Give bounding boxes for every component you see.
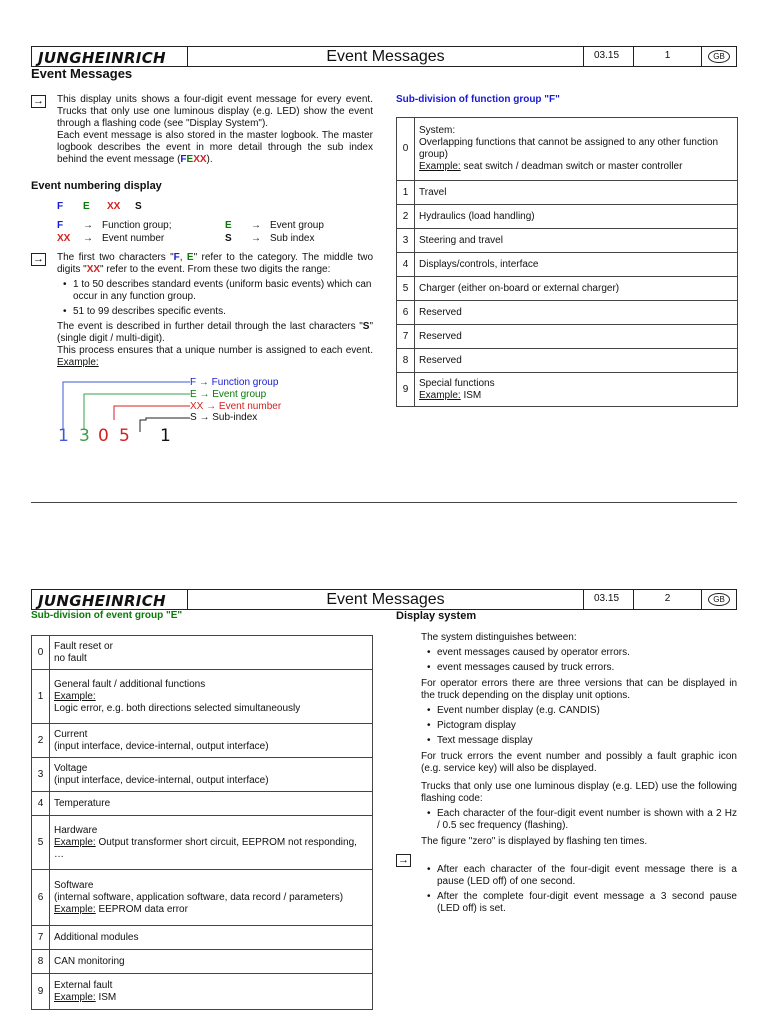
list-item: • event messages caused by operator errors. <box>421 647 737 659</box>
arrow-right-icon: → <box>33 95 44 107</box>
table-row <box>32 870 373 926</box>
header-date: 03.15 <box>584 47 634 66</box>
arrow-right-icon: → <box>398 854 409 866</box>
list-item: • After the complete four-digit event message a 3 second pause (LED off) is set. <box>421 891 737 915</box>
list-item: • After each character of the four-digit event message there is a pause (LED off) of one second. <box>421 864 737 888</box>
row-number: 7 <box>32 926 50 950</box>
row-number: 3 <box>32 758 50 792</box>
row-number: 8 <box>32 950 50 974</box>
row-number: 8 <box>397 349 415 373</box>
table-row <box>32 974 373 1010</box>
brand-logo: JUNGHEINRICH <box>32 590 188 609</box>
diagram-line-e <box>84 394 190 430</box>
row-number: 5 <box>397 277 415 301</box>
header-page-number: 2 <box>634 590 702 609</box>
header-date: 03.15 <box>584 590 634 609</box>
row-description: Hardware Example: Output transformer short circuit, EEPROM not responding, … <box>50 816 373 870</box>
row-description: System: Overlapping functions that cannot be assigned to any other function group) Example: seat switch / deadman switch or master controller <box>415 118 738 181</box>
category-text: The first two characters "F, E" refer to the category. The middle two digits "XX" refer to the event. From these two digits the range: • 1 to 50 describes standard events (uniform basic events) which can occur in any function group. • 51 to 99 describes specific events. The event is described in further detail through the last characters "S" (single digit / multi-digit). This process ensures that a unique number is assigned to each event. Example: <box>57 252 373 369</box>
row-description: Reserved <box>415 349 738 373</box>
row-number: 4 <box>32 792 50 816</box>
row-description: Steering and travel <box>415 229 738 253</box>
table-row <box>397 301 738 325</box>
row-number: 2 <box>397 205 415 229</box>
page-divider <box>31 502 737 503</box>
row-number: 0 <box>32 636 50 670</box>
table-row <box>397 325 738 349</box>
list-item: • Pictogram display <box>421 720 737 732</box>
table-row <box>32 670 373 724</box>
diagram-label-e: E → Event group <box>190 389 267 400</box>
row-description: Displays/controls, interface <box>415 253 738 277</box>
table-row <box>32 792 373 816</box>
list-item: • Text message display <box>421 735 737 747</box>
row-number: 2 <box>32 724 50 758</box>
header-title: Event Messages <box>188 47 584 66</box>
language-badge: GB <box>702 590 736 609</box>
arrow-right-icon: → <box>33 253 44 265</box>
row-description: Charger (either on-board or external charger) <box>415 277 738 301</box>
subdiv-f-table <box>396 117 738 407</box>
table-row <box>397 118 738 181</box>
table-row <box>397 229 738 253</box>
table-row <box>32 950 373 974</box>
row-description: Current (input interface, device-internal, output interface) <box>50 724 373 758</box>
row-description: Travel <box>415 181 738 205</box>
list-item: • 51 to 99 describes specific events. <box>57 306 373 318</box>
row-description: Hydraulics (load handling) <box>415 205 738 229</box>
diagram-label-f: F → Function group <box>190 377 279 388</box>
table-row <box>397 205 738 229</box>
list-item: • Each character of the four-digit event number is shown with a 2 Hz / 0.5 sec frequency (flashing). <box>421 808 737 832</box>
language-badge: GB <box>702 47 736 66</box>
subdiv-e-table <box>31 635 373 1010</box>
diagram-digit: 3 <box>79 426 90 446</box>
page-heading: Event Messages <box>31 66 133 81</box>
row-number: 1 <box>397 181 415 205</box>
table-row <box>397 253 738 277</box>
table-row <box>32 758 373 792</box>
page2-header <box>31 589 737 610</box>
row-description: Voltage (input interface, device-internal, output interface) <box>50 758 373 792</box>
code-legend: F → Function group; E → Event group XX → Event number S → Sub index <box>57 220 324 244</box>
row-description: External fault Example: ISM <box>50 974 373 1010</box>
row-number: 6 <box>397 301 415 325</box>
list-item: • 1 to 50 describes standard events (uniform basic events) which can occur in any function group. <box>57 279 373 303</box>
row-number: 6 <box>32 870 50 926</box>
row-description: Fault reset or no fault <box>50 636 373 670</box>
event-number-diagram <box>50 374 370 446</box>
header-page-number: 1 <box>634 47 702 66</box>
row-number: 4 <box>397 253 415 277</box>
brand-logo: JUNGHEINRICH <box>32 47 188 66</box>
row-description: Temperature <box>50 792 373 816</box>
row-description: Software (internal software, application software, data record / parameters) Example: EEPROM data error <box>50 870 373 926</box>
diagram-label-s: S → Sub-index <box>190 412 258 423</box>
table-row <box>397 277 738 301</box>
row-number: 9 <box>32 974 50 1010</box>
intro-text: This display units shows a four-digit event message for every event. Trucks that only use one luminous display (e.g. LED) show the event through a flashing code (see "Display System"). Each event message is also stored in the master logbook. The master logbook describes the event in more detail through the sub index behind the event message (FEXX). <box>57 94 373 165</box>
diagram-digit: 0 <box>98 426 109 446</box>
row-number: 9 <box>397 373 415 407</box>
diagram-digit: 1 <box>160 426 171 446</box>
row-number: 3 <box>397 229 415 253</box>
numbering-heading: Event numbering display <box>31 180 162 192</box>
table-row <box>397 349 738 373</box>
table-row <box>32 724 373 758</box>
table-row <box>32 816 373 870</box>
list-item: • event messages caused by truck errors. <box>421 662 737 674</box>
row-description: CAN monitoring <box>50 950 373 974</box>
row-number: 0 <box>397 118 415 181</box>
row-description: General fault / additional functions Example: Logic error, e.g. both directions selected simultaneously <box>50 670 373 724</box>
row-number: 5 <box>32 816 50 870</box>
list-item: • Event number display (e.g. CANDIS) <box>421 705 737 717</box>
row-number: 7 <box>397 325 415 349</box>
row-description: Additional modules <box>50 926 373 950</box>
subdiv-f-title: Sub-division of function group "F" <box>396 94 560 105</box>
row-description: Reserved <box>415 325 738 349</box>
diagram-digit: 1 <box>58 426 69 446</box>
display-system-heading: Display system <box>396 610 477 622</box>
table-row <box>32 636 373 670</box>
page1-header <box>31 46 737 67</box>
diagram-digit: 5 <box>119 426 130 446</box>
table-row <box>397 181 738 205</box>
table-row <box>32 926 373 950</box>
diagram-label-xx: XX → Event number <box>190 401 282 412</box>
row-number: 1 <box>32 670 50 724</box>
subdiv-e-title: Sub-division of event group "E" <box>31 610 183 621</box>
display-system-text: The system distinguishes between: • event messages caused by operator errors. • event messages caused by truck errors. For operator errors there are three versions that can be displayed in the truck depending on the display unit options. • Event number display (e.g. CANDIS) • Pictogram display • Text message display For truck errors the event number and possibly a fault graphic icon (e.g. service key) will also be displayed. Trucks that only use one luminous display (e.g. LED) use the following flashing code: • Each character of the four-digit event number is shown with a 2 Hz / 0.5 sec frequency (flashing). The figure "zero" is displayed by flashing ten times. • After each character of the four-digit event message there is a pause (LED off) of one second. • After the complete four-digit event message a 3 second pause (LED off) is set. <box>421 632 737 918</box>
table-row <box>397 373 738 407</box>
row-description: Special functions Example: ISM <box>415 373 738 407</box>
header-title: Event Messages <box>188 590 584 609</box>
row-description: Reserved <box>415 301 738 325</box>
